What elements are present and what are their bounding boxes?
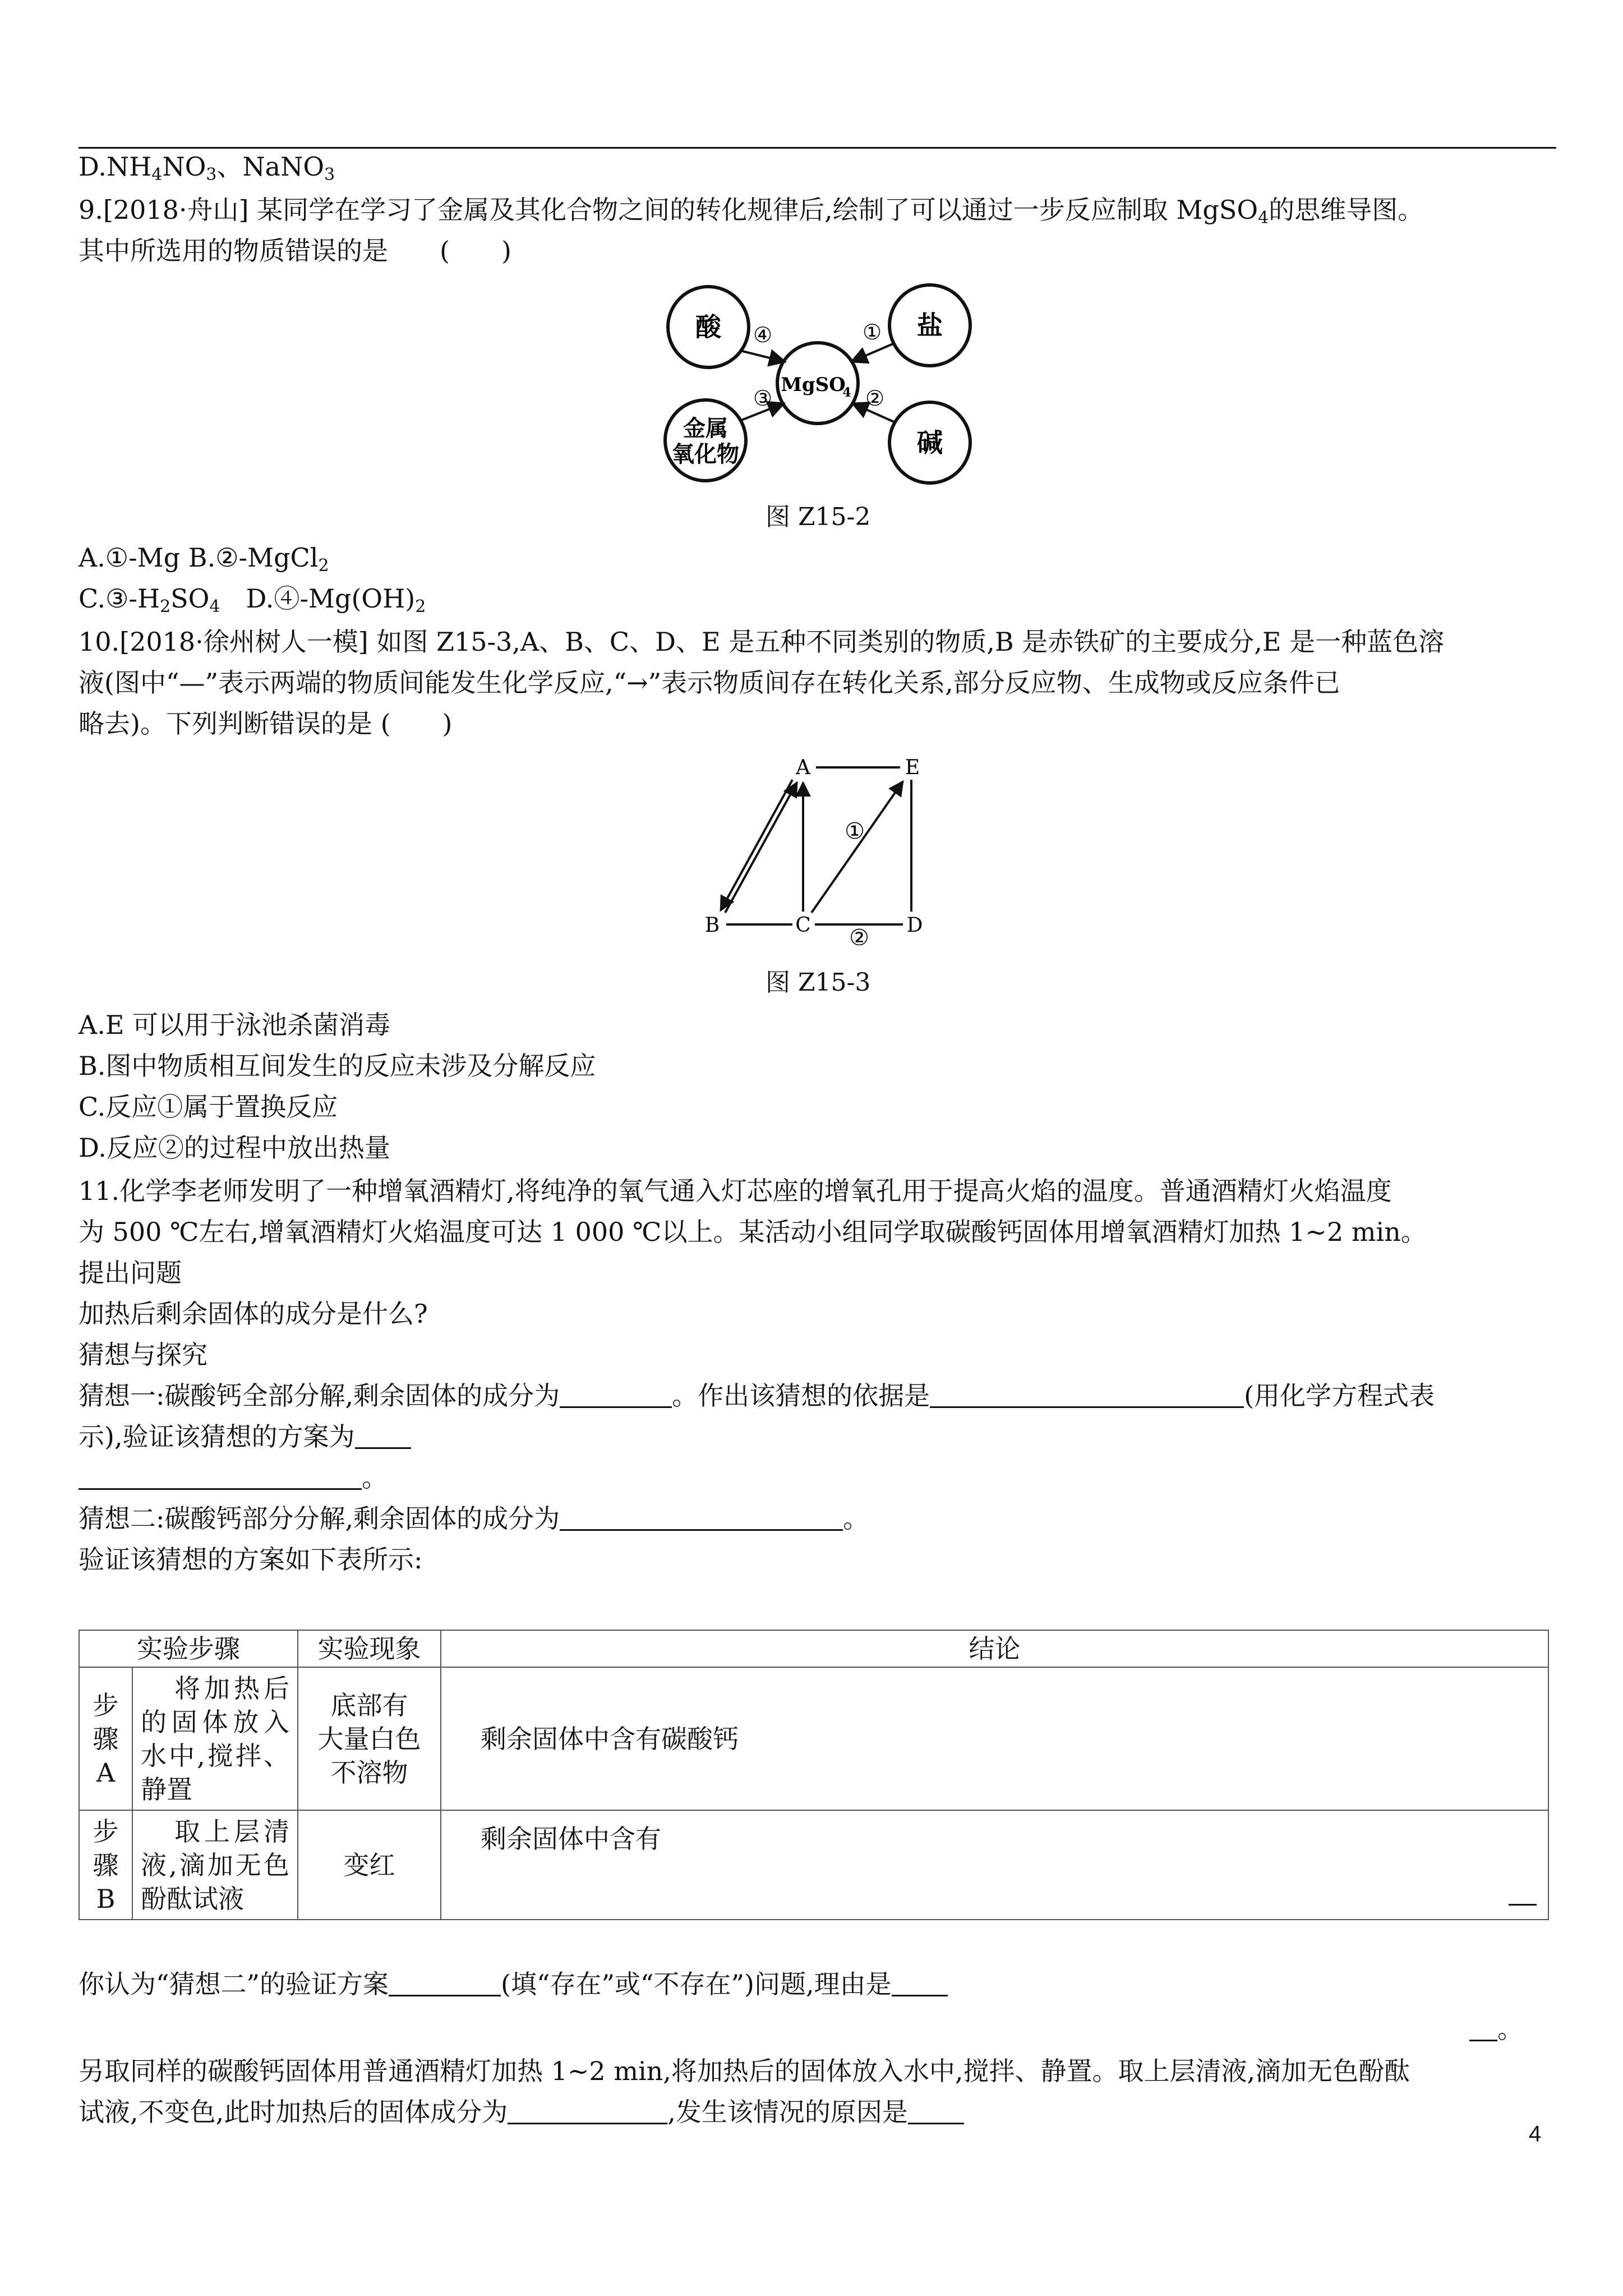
answer-blank[interactable] — [930, 1378, 1244, 1408]
q9-options-ab: A.①-Mg B.②-MgCl$_2$ — [79, 542, 329, 576]
node-b: B — [704, 914, 720, 937]
arrow-acid — [740, 351, 785, 362]
svg-text:盐: 盐 — [917, 310, 943, 341]
node-a: A — [796, 756, 810, 779]
q10-stem-line2: 液(图中“—”表示两端的物质间能发生化学反应,“→”表示物质间存在转化关系,部分反应物、生成物或反应条件已 — [79, 668, 1340, 698]
answer-blank[interactable] — [892, 1967, 948, 1996]
node-c: C — [795, 914, 811, 937]
step-action: 取上层清 液,滴加无色 酚酞试液 — [132, 1810, 298, 1920]
svg-text:MgSO: MgSO — [781, 374, 846, 396]
step-conclusion: 剩余固体中含有碳酸钙 — [441, 1667, 1548, 1810]
arrow-c-to-e — [811, 781, 903, 913]
label-4: ④ — [753, 323, 773, 347]
label-2: ② — [865, 386, 885, 411]
q9-options-cd: $C.③-H_2SO_4$ $D.④-Mg(OH)_2$ — [79, 583, 426, 616]
arrow-b-to-a — [725, 783, 797, 913]
answer-blank[interactable] — [389, 1967, 501, 1996]
answer-blank[interactable] — [908, 2095, 964, 2124]
step-action: 将加热后 的固体放入 水中,搅拌、 静置 — [132, 1667, 298, 1810]
figure-z15-2-mind-map — [645, 278, 993, 502]
q11-stem-line2: 为 500 ℃左右,增氧酒精灯火焰温度可达 1 000 ℃以上。某活动小组同学取碳酸钙固体用增氧酒精灯加热 1~2 min。 — [79, 1217, 1427, 1247]
q9-stem-line1: 9.[2018·舟山] 某同学在学习了金属及其化合物之间的转化规律后,绘制了可以通过一步反应制取 MgSO$_4$的思维导图。 — [79, 195, 1424, 228]
step-conclusion: 剩余固体中含有 — [441, 1810, 1548, 1920]
q10-option-c: C.反应①属于置换反应 — [79, 1092, 338, 1122]
node-base — [889, 402, 970, 483]
q9-stem-line2: 其中所选用的物质错误的是 ( ) — [79, 236, 511, 266]
node-acid — [668, 287, 749, 367]
answer-blank[interactable] — [1509, 1898, 1537, 1906]
answer-blank[interactable] — [1469, 2012, 1497, 2041]
node-d: D — [906, 914, 923, 937]
step-phenomenon: 底部有 大量白色 不溶物 — [298, 1667, 441, 1810]
answer-blank[interactable] — [79, 1460, 362, 1490]
figure-z15-2-caption: 图 Z15-2 — [766, 503, 871, 531]
q11-table-intro: 验证该猜想的方案如下表所示: — [79, 1544, 423, 1575]
node-salt — [889, 285, 970, 366]
q11-last-line1: 另取同样的碳酸钙固体用普通酒精灯加热 1~2 min,将加热后的固体放入水中,搅拌、静置。取上层清液,滴加无色酚酞 — [79, 2056, 1410, 2086]
figure-z15-3-relation-diagram — [693, 754, 939, 945]
q8-option-d: $D.NH_4NO_3$、NaNO$_3$ — [79, 151, 335, 185]
label-1: ① — [845, 818, 865, 844]
q11-guess2: 猜想二:碳酸钙部分分解,剩余固体的成分为 。 — [79, 1501, 869, 1536]
answer-blank[interactable] — [355, 1419, 411, 1449]
experiment-table — [79, 1630, 1549, 1920]
q11-stem-line1: 11.化学李老师发明了一种增氧酒精灯,将纯净的氧气通入灯芯座的增氧孔用于提高火焰的温度。普通酒精灯火焰温度 — [79, 1176, 1392, 1206]
q10-stem-line3: 略去)。下列判断错误的是 ( ) — [79, 708, 453, 739]
q11-guess1-line2: 示),验证该猜想的方案为 — [79, 1419, 411, 1455]
q11-followup-line1: 你认为“猜想二”的验证方案 (填“存在”或“不存在”)问题,理由是 — [79, 1966, 948, 2002]
header-conclusion: 结论 — [441, 1630, 1548, 1667]
q10-option-b: B.图中物质相互间发生的反应未涉及分解反应 — [79, 1051, 596, 1081]
q10-option-d: D.反应②的过程中放出热量 — [79, 1133, 390, 1163]
label-2: ② — [849, 925, 869, 945]
step-phenomenon: 变红 — [298, 1810, 441, 1920]
svg-text:碱: 碱 — [917, 427, 943, 458]
q11-guess1-line1: 猜想一:碳酸钙全部分解,剩余固体的成分为 。作出该猜想的依据是 (用化学方程式表 — [79, 1378, 1435, 1414]
node-metal-oxide — [665, 400, 746, 481]
header-step: 实验步骤 — [79, 1630, 298, 1667]
svg-text:氧化物: 氧化物 — [672, 441, 739, 467]
q11-guess1-line3: 。 — [79, 1460, 388, 1496]
step-label: 步 骤 B — [79, 1810, 132, 1920]
header-phenomenon: 实验现象 — [298, 1630, 441, 1667]
svg-text:金属: 金属 — [683, 415, 728, 441]
q11-heading-explore: 猜想与探究 — [79, 1340, 208, 1370]
node-mgso4 — [777, 343, 858, 424]
svg-text:酸: 酸 — [695, 312, 721, 342]
step-label: 步 骤 A — [79, 1667, 132, 1810]
answer-blank[interactable] — [508, 2095, 667, 2124]
q11-last-line2: 试液,不变色,此时加热后的固体成分为 ,发生该情况的原因是 — [79, 2094, 964, 2130]
answer-blank[interactable] — [560, 1378, 672, 1408]
q11-followup-line2: 。 — [1469, 2011, 1523, 2047]
label-1: ① — [862, 320, 882, 344]
table-header-row — [79, 1630, 1548, 1667]
page-number: 4 — [1529, 2122, 1542, 2146]
node-e: E — [905, 756, 920, 779]
svg-text:4: 4 — [842, 385, 851, 400]
q11-heading-question: 提出问题 — [79, 1258, 182, 1288]
q11-question-text: 加热后剩余固体的成分是什么? — [79, 1299, 428, 1329]
arrow-salt — [851, 344, 893, 362]
q10-stem-line1: 10.[2018·徐州树人一模] 如图 Z15-3,A、B、C、D、E 是五种不同类别的物质,B 是赤铁矿的主要成分,E 是一种蓝色溶 — [79, 627, 1445, 657]
figure-z15-3-caption: 图 Z15-3 — [766, 968, 871, 997]
q10-option-a: A.E 可以用于泳池杀菌消毒 — [79, 1010, 391, 1040]
answer-blank[interactable] — [560, 1501, 843, 1531]
table-row — [79, 1810, 1548, 1920]
arrow-a-to-b — [721, 780, 792, 910]
table-row — [79, 1667, 1548, 1810]
label-3: ③ — [753, 386, 773, 411]
